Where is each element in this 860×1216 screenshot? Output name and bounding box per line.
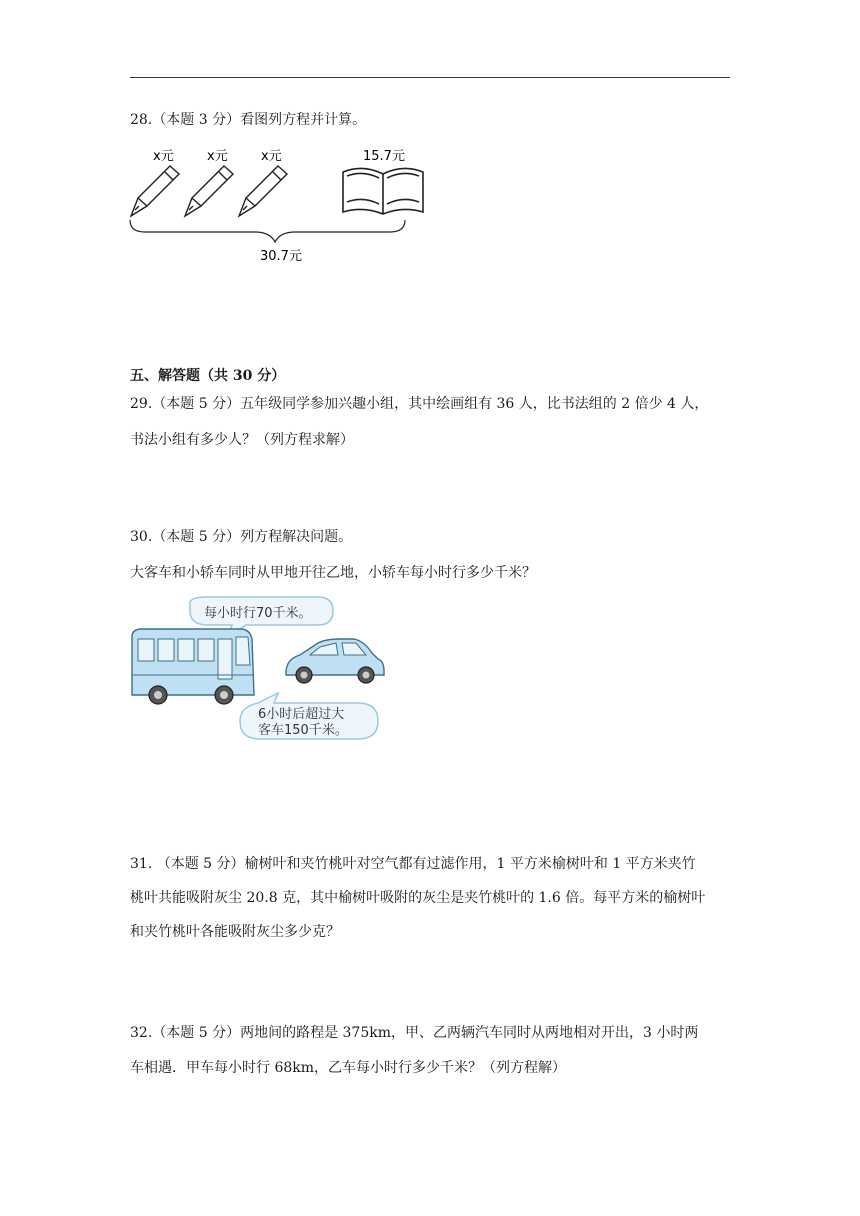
pen-3-price-label: x元: [261, 149, 282, 164]
total-brace: [130, 220, 405, 242]
question-32-line-2: 车相遇．甲车每小时行 68km，乙车每小时行多少千米？（列方程解）: [130, 1060, 567, 1076]
open-book-icon: [343, 168, 423, 214]
question-31-line-2: 桃叶共能吸附灰尘 20.8 克，其中榆树叶吸附的灰尘是夹竹桃叶的 1.6 倍。每平方米的榆树叶: [130, 890, 706, 906]
question-29-line-2: 书法小组有多少人？（列方程求解）: [130, 432, 354, 448]
book-price-label: 15.7元: [363, 149, 405, 164]
bubble-bottom-text-line-2: 客车150千米。: [258, 723, 348, 738]
question-31-line-3: 和夹竹桃叶各能吸附灰尘多少克？: [130, 924, 340, 940]
question-30-line-2: 大客车和小轿车同时从甲地开往乙地，小轿车每小时行多少千米？: [130, 565, 536, 581]
header-rule: [130, 77, 730, 78]
total-price-label: 30.7元: [260, 249, 302, 264]
question-28: 28.（本题 3 分）看图列方程并计算。: [130, 112, 367, 128]
fountain-pen-3-icon: [239, 166, 287, 216]
fountain-pen-1-icon: [131, 166, 179, 216]
question-31-line-1: 31. （本题 5 分）榆树叶和夹竹桃叶对空气都有过滤作用，1 平方米榆树叶和 1 平方米夹竹: [130, 856, 696, 872]
question-29-line-1: 29.（本题 5 分）五年级同学参加兴趣小组，其中绘画组有 36 人，比书法组的 2 倍少 4 人，: [130, 396, 709, 412]
bus-icon: [132, 629, 254, 704]
question-30-line-1: 30.（本题 5 分）列方程解决问题。: [130, 529, 353, 545]
pen-2-price-label: x元: [207, 149, 228, 164]
speech-bubble-bottom: [240, 693, 378, 739]
question-32-line-1: 32.（本题 5 分）两地间的路程是 375km，甲、乙两辆汽车同时从两地相对开出，3 小时两: [130, 1025, 699, 1041]
bubble-bottom-text-line-1: 6小时后超过大: [258, 707, 345, 722]
fountain-pen-2-icon: [185, 166, 233, 216]
section-title: 五、解答题（共 30 分）: [130, 368, 286, 384]
car-icon: [286, 639, 384, 683]
bubble-top-text: 每小时行70千米。: [204, 606, 312, 621]
pen-1-price-label: x元: [153, 149, 174, 164]
q30-figure: [128, 595, 393, 745]
q28-figure: [125, 140, 425, 270]
